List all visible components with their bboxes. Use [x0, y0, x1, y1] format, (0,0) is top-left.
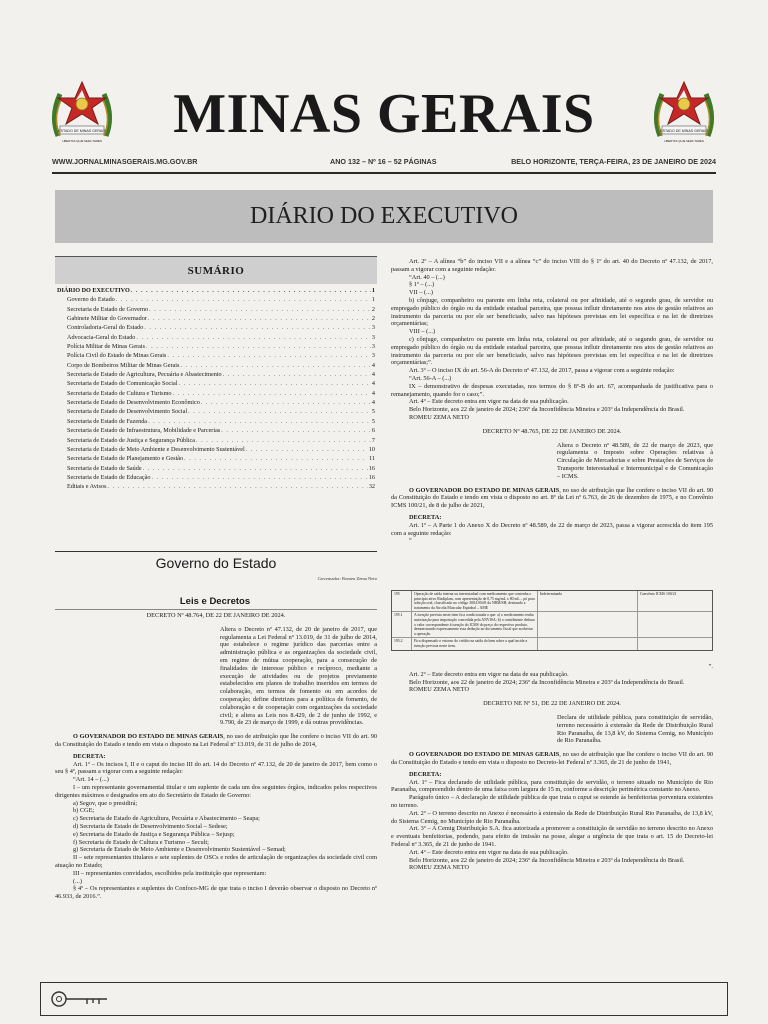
- footer-bar: [40, 982, 728, 1016]
- summary-item-page: 4: [371, 371, 375, 379]
- signature-date: Belo Horizonte, aos 22 de janeiro de 2024; 236º da Inconfidência Mineira e 203º da Independência do Brasil.: [409, 406, 685, 414]
- summary-item-page: 4: [371, 380, 375, 388]
- summary-item-label: DIÁRIO DO EXECUTIVO: [57, 287, 130, 294]
- article-line: c) Secretaria de Estado de Agricultura, Pecuária e Abastecimento – Seapa;: [73, 815, 260, 823]
- article-line: I – um representante governamental titular e um suplente de cada um dos seguintes órgãos, indicados pelos respectivos dirigentes máximos e designados em ato do Secretário de Estado de Governo:: [55, 783, 377, 799]
- summary-item[interactable]: [57, 314, 375, 323]
- decree-ementa: Altera o Decreto nº 47.132, de 20 de janeiro de 2017, que regulamenta a Lei Federal nº 13.019, de 31 de julho de 2014, que estabelece o regime jurídico das parcerias entre a administração pública e as organizações da sociedade civil, em regime de mútua cooperação, para a consecução de finalidades de interesse público e recíproco, mediante a execução de atividades ou de projetos previamente estabelecidos em planos de trabalho inseridos em termos de colaboração, em termos de fomento ou em acordos de cooperação; define diretrizes para a política de fomento, de colaboração e de cooperação com organizações da sociedade civil; e altera as Leis nos 8.429, de 2 de junho de 1992, e 9.790, de 23 de março de 1999, e dá outras providências.: [220, 625, 377, 727]
- summary-item-label: Corpo de Bombeiros Militar de Minas Gerais: [67, 361, 180, 369]
- summary-item-label: Secretaria de Estado de Planejamento e Gestão: [67, 455, 184, 463]
- summary-item[interactable]: [57, 426, 375, 435]
- signature-date: Belo Horizonte, aos 22 de janeiro de 2024; 236º da Inconfidência Mineira e 203º da Independência do Brasil.: [409, 856, 685, 864]
- left-column-text: [55, 612, 377, 901]
- article-line: VIII – (...): [409, 328, 436, 336]
- state-seal-left: [46, 76, 118, 150]
- table-cell: 195.2: [392, 638, 412, 649]
- summary-item-page: 11: [369, 455, 375, 463]
- decreta-label: DECRETA:: [73, 752, 106, 760]
- article: Art. 4º – Este decreto entra em vigor na data de sua publicação.: [409, 398, 569, 406]
- summary-item[interactable]: [57, 323, 375, 332]
- table-cell: Operação de saída interna ou interestadual com medicamento que contenha o princípio ativo Risdiplam, com apresentação de 0,75 mg/mL x 80 mL – pó para solução oral, classificado no código 3004.90.69 da NBM/SH, destinado a tratamento da Atrofia Muscular Espinhal – AME: [412, 591, 538, 611]
- right-column-text-lower: [391, 663, 713, 872]
- summary-item-label: Secretaria de Estado de Desenvolvimento Social: [67, 408, 188, 416]
- summary-item-page: 5: [371, 417, 375, 425]
- table-cell: [538, 638, 638, 649]
- summary-item[interactable]: [57, 286, 375, 295]
- governor-line: Governador: Romeu Zema Neto: [317, 576, 377, 581]
- article-line: d) Secretaria de Estado de Desenvolvimento Social – Sedese;: [73, 822, 228, 830]
- section-title: Governo do Estado: [155, 555, 277, 571]
- summary-item-page: 10: [368, 445, 375, 453]
- article: Art. 3º – O inciso IX do art. 56-A do Decreto nº 47.132, de 2017, passa a vigorar com a seguinte redação:: [409, 367, 675, 375]
- decreta-label: DECRETA:: [409, 513, 442, 521]
- article-line: Parágrafo único – A declaração de utilidade pública de que trata o caput se estende às benfeitorias porventura existentes no terreno.: [391, 794, 713, 809]
- article-line: b) CGE;: [73, 807, 95, 815]
- decree-title: DECRETO Nº 48.764, DE 22 DE JANEIRO DE 2024.: [146, 612, 286, 619]
- table-cell: 195.1: [392, 612, 412, 637]
- summary-item[interactable]: [57, 361, 375, 370]
- summary-item-page: 3: [371, 333, 375, 341]
- edition-info: ANO 132 – Nº 16 – 52 PÁGINAS: [330, 157, 437, 166]
- signature-date: Belo Horizonte, aos 22 de janeiro de 2024; 236º da Inconfidência Mineira e 203º da Independência do Brasil.: [409, 678, 685, 686]
- article-line: § 1º – (...): [409, 281, 435, 289]
- summary-item-label: Secretaria de Estado de Cultura e Turismo: [67, 389, 172, 397]
- seal-text: ESTADO DE MINAS GERAIS: [660, 128, 708, 133]
- article-line: III – representantes convidados, escolhidos pela instituição que representam:: [73, 869, 267, 877]
- summary-item-label: Secretaria de Estado de Fazenda: [67, 417, 148, 425]
- summary-list: [57, 286, 375, 492]
- summary-item[interactable]: [57, 342, 375, 351]
- subsection-rule: [55, 609, 377, 610]
- table-row: [392, 591, 712, 612]
- summary-item-label: Gabinete Militar do Governador: [67, 315, 147, 323]
- article: Art. 4º – Este decreto entra em vigor na data de sua publicação.: [409, 848, 569, 856]
- decreta-label: DECRETA:: [409, 770, 442, 778]
- summary-item[interactable]: [57, 379, 375, 388]
- seal-text: ESTADO DE MINAS GERAIS: [58, 128, 106, 133]
- quote-mark: “: [409, 537, 412, 545]
- section-banner: [55, 190, 713, 243]
- summary-item-label: Secretaria de Estado de Comunicação Social: [67, 380, 178, 388]
- article: Art. 2º – O terreno descrito no Anexo é necessário à extensão da Rede de Distribuição Rural Rio Paranaíba, de 13,8 kV, do Sistema Cemig, no Município de Rio Paranaíba.: [391, 809, 713, 825]
- summary-item-label: Secretaria de Estado de Justiça e Segurança Pública: [67, 436, 195, 444]
- article: Art. 1º – A Parte 1 do Anexo X do Decreto nº 48.589, de 22 de março de 2023, passa a vigorar acrescida do item 195 com a seguinte redação:: [391, 521, 713, 537]
- summary-item-page: 4: [371, 399, 375, 407]
- table-cell: Convênio ICMS 100/21: [640, 592, 677, 596]
- summary-item[interactable]: [57, 464, 375, 473]
- summary-item[interactable]: [57, 398, 375, 407]
- summary-item-page: 3: [371, 352, 375, 360]
- summary-item[interactable]: [57, 389, 375, 398]
- state-seal-right: [648, 76, 720, 150]
- summary-item[interactable]: [57, 333, 375, 342]
- summary-item-label: Polícia Civil do Estado de Minas Gerais: [67, 352, 167, 360]
- decree-title: DECRETO NE Nº 51, DE 22 DE JANEIRO DE 2024.: [483, 700, 621, 708]
- summary-item-label: Secretaria de Estado de Educação: [67, 473, 151, 481]
- summary-item-page: 16: [368, 464, 375, 472]
- table-cell: [638, 612, 712, 637]
- summary-item-label: Governo do Estado: [67, 296, 115, 304]
- summary-item-page: 3: [371, 324, 375, 332]
- newspaper-title: MINAS GERAIS: [173, 83, 595, 145]
- article-line: (...): [73, 877, 82, 885]
- summary-item-label: Secretaria de Estado de Infraestrutura, Mobilidade e Parcerias: [67, 427, 221, 435]
- summary-item-label: Secretaria de Estado de Desenvolvimento Econômico: [67, 399, 200, 407]
- subsection-title: Leis e Decretos: [179, 596, 251, 607]
- signer-name: ROMEU ZEMA NETO: [409, 686, 470, 694]
- seal-motto: LIBERTAS QUÆ SERA TAMEN: [62, 139, 102, 143]
- article: Art. 2º – A alínea “b” do inciso VII e a alínea “c” do inciso VIII do § 1º do art. 40 do Decreto nº 47.132, de 2017, passam a vigorar com a seguinte redação:: [391, 258, 713, 273]
- summary-item-label: Editais e Avisos: [67, 483, 107, 491]
- summary-item[interactable]: [57, 417, 375, 426]
- article-line: IX – demonstrativo de despesas executadas, nos termos do § 8º-B do art. 67, acompanhada de justificativa para o remanejamento, quando for o caso;”.: [391, 382, 713, 398]
- table-cell: [538, 612, 638, 637]
- decree-ementa: Altera o Decreto nº 48.589, de 22 de março de 2023, que regulamenta o Imposto sobre Operações relativas à Circulação de Mercadorias e sobre Prestações de Serviços de Transporte Interestadual e Intermunicipal e de Comunicação – ICMS.: [557, 441, 713, 480]
- table-row: [392, 612, 712, 638]
- summary-heading: SUMÁRIO: [187, 265, 245, 277]
- summary-item[interactable]: [57, 473, 375, 482]
- table-cell: A isenção prevista neste item fica condicionada a que: a) o medicamento tenha autorização para importação concedida pela ANVISA; b) o contribuinte deduza o valor correspondente à isenção do ICMS do preço do respectivo produto, demonstrando expressamente essa dedução no documento fiscal que acobertar a operação.: [412, 612, 538, 637]
- summary-item-page: 7: [371, 436, 375, 444]
- quote-mark: ”.: [708, 663, 713, 670]
- website-link[interactable]: WWW.JORNALMINASGERAIS.MG.GOV.BR: [52, 157, 198, 166]
- signer-name: ROMEU ZEMA NETO: [409, 864, 470, 872]
- article-line: “Art. 14 – (...): [73, 776, 109, 784]
- summary-item[interactable]: [57, 482, 375, 491]
- article-line: g) Secretaria de Estado de Meio Ambiente e Desenvolvimento Sustentável – Semad;: [73, 846, 286, 854]
- preamble: O GOVERNADOR DO ESTADO DE MINAS GERAIS, no uso de atribuição que lhe confere o inciso VII do art. 90 da Constituição do Estado e tendo em vista o disposto na Lei Federal nº 13.019, de 31 de julho de 2014,: [55, 733, 377, 748]
- table-cell: [638, 638, 712, 649]
- decree-ementa: Declara de utilidade pública, para constituição de servidão, terreno necessário à extensão da Rede de Distribuição Rural Rio Paranaíba, de 13,8 kV, do Sistema Cemig, no Município de Rio Paranaíba.: [557, 713, 713, 745]
- article: Art. 1º – Os incisos I, II e o caput do inciso III do art. 14 do Decreto nº 47.132, de 20 de janeiro de 2017, bem como o seu § 4º, passam a vigorar com a seguinte redação:: [55, 760, 377, 776]
- summary-item-page: 5: [371, 408, 375, 416]
- summary-item-label: Secretaria de Estado de Meio Ambiente e Desenvolvimento Sustentável: [67, 445, 245, 453]
- summary-item[interactable]: [57, 370, 375, 379]
- masthead-rule: [52, 172, 716, 174]
- article-line: a) Segov, que o presidirá;: [73, 799, 138, 807]
- summary-item-page: 32: [368, 483, 375, 491]
- table-cell: Indeterminada: [538, 591, 638, 611]
- article-line: VII – (...): [409, 289, 433, 297]
- summary-item[interactable]: [57, 305, 375, 314]
- summary-item-page: 4: [371, 361, 375, 369]
- key-icon: [49, 989, 111, 1009]
- summary-item-label: Controladoria-Geral do Estado: [67, 324, 144, 332]
- summary-item[interactable]: [57, 436, 375, 445]
- article: Art. 2º – Este decreto entra em vigor na data de sua publicação.: [409, 670, 569, 678]
- article-line: “Art. 56-A – (...): [409, 374, 452, 382]
- summary-item-page: 1: [371, 296, 375, 304]
- seal-motto: LIBERTAS QUÆ SERA TAMEN: [664, 139, 704, 143]
- summary-item-page: 6: [371, 427, 375, 435]
- summary-item[interactable]: [57, 407, 375, 416]
- article-line: “Art. 40 – (...): [409, 273, 445, 281]
- table-cell: 195: [392, 591, 412, 611]
- summary-item-label: Secretaria de Estado de Agricultura, Pecuária e Abastecimento: [67, 371, 222, 379]
- summary-item-label: Polícia Militar de Minas Gerais: [67, 343, 146, 351]
- article-line: c) cônjuge, companheiro ou parente em linha reta, colateral ou por afinidade, até o segundo grau, de servidor ou empregado público do órgão ou da entidade estadual parceira, que possua influir diretamente nos atos de gestão relativos ao instrumento da parceria ou por ele ser beneficiado, salvo nas hipóteses previstas em lei específica e na lei de diretrizes orçamentárias;”.: [391, 335, 713, 367]
- summary-item[interactable]: [57, 351, 375, 360]
- section-rule: [55, 551, 377, 552]
- summary-item[interactable]: [57, 295, 375, 304]
- summary-header: [55, 256, 377, 284]
- summary-item-label: Advocacia-Geral do Estado: [67, 333, 136, 341]
- preamble: O GOVERNADOR DO ESTADO DE MINAS GERAIS, no uso de atribuição que lhe confere o inciso VII do art. 90 da Constituição do Estado e tendo em vista o disposto no Decreto-lei Federal nº 3.365, de 21 de junho de 1941,: [391, 751, 713, 766]
- decree-title: DECRETO Nº 48.765, DE 22 DE JANEIRO DE 2024.: [482, 427, 622, 435]
- article-line: II – sete representantes titulares e sete suplentes de OSCs e redes de articulação de organizações da sociedade civil com atuação no Estado;: [55, 854, 377, 869]
- icms-item-table: [391, 590, 713, 651]
- article-line: § 4º – Os representantes e suplentes do Confoco-MG de que trata o inciso I deverão observar o disposto no Decreto nº 46.933, de 2016.”.: [55, 885, 377, 901]
- summary-item[interactable]: [57, 445, 375, 454]
- summary-item-page: 3: [371, 343, 375, 351]
- table-cell: Fica dispensado o estorno do crédito na saída do bem sobre a qual incide a isenção prevista neste item.: [412, 638, 538, 649]
- place-date: BELO HORIZONTE, TERÇA-FEIRA, 23 DE JANEIRO DE 2024: [511, 157, 716, 166]
- summary-item-page: 1: [371, 287, 375, 294]
- article-line: b) cônjuge, companheiro ou parente em linha reta, colateral ou por afinidade, até o segundo grau, de servidor ou empregado público do órgão ou da entidade estadual parceira, que possua influir diretamente nos atos de gestão relativos ao instrumento da parceria ou por ele ser beneficiado, salvo nas hipóteses previstas em lei específica e na lei de diretrizes orçamentárias;: [391, 296, 713, 328]
- signer-name: ROMEU ZEMA NETO: [409, 413, 470, 421]
- summary-item-page: 4: [371, 389, 375, 397]
- summary-item-label: Secretaria de Estado de Governo: [67, 305, 149, 313]
- article-line: e) Secretaria de Estado de Justiça e Segurança Pública – Sejusp;: [73, 830, 235, 838]
- masthead-info-bar: [52, 157, 716, 171]
- section-banner-title: DIÁRIO DO EXECUTIVO: [250, 203, 518, 229]
- summary-item-page: 16: [368, 473, 375, 481]
- right-column-text: [391, 258, 713, 545]
- summary-item-label: Secretaria de Estado de Saúde: [67, 464, 142, 472]
- summary-item[interactable]: [57, 454, 375, 463]
- article: Art. 1º – Fica declarado de utilidade pública, para constituição de servidão, o terreno situado no Município de Rio Paranaíba, compreendido dentro de uma faixa com largura de 15 m, conforme a descrição perimétrica constante no Anexo.: [391, 778, 713, 794]
- preamble: O GOVERNADOR DO ESTADO DE MINAS GERAIS, no uso de atribuição que lhe confere o inciso VII do art. 90 da Constituição do Estado e tendo em vista o disposto no art. 8º da Lei nº 6.763, de 26 de dezembro de 1975, e no Convênio ICMS 100/21, de 8 de julho de 2021,: [391, 486, 713, 510]
- article-line: f) Secretaria de Estado de Cultura e Turismo – Secult;: [73, 838, 209, 846]
- summary-item-page: 2: [371, 315, 375, 323]
- summary-item-page: 2: [371, 305, 375, 313]
- table-row: [392, 638, 712, 649]
- article: Art. 3º – A Cemig Distribuição S.A. fica autorizada a promover a constituição de servidão no terreno descrito no Anexo e eventuais benfeitorias, podendo, para efeito de imissão na posse, alegar a urgência de que trata o art. 15 do Decreto-lei Federal nº 3.365, de 21 de junho de 1941.: [391, 825, 713, 848]
